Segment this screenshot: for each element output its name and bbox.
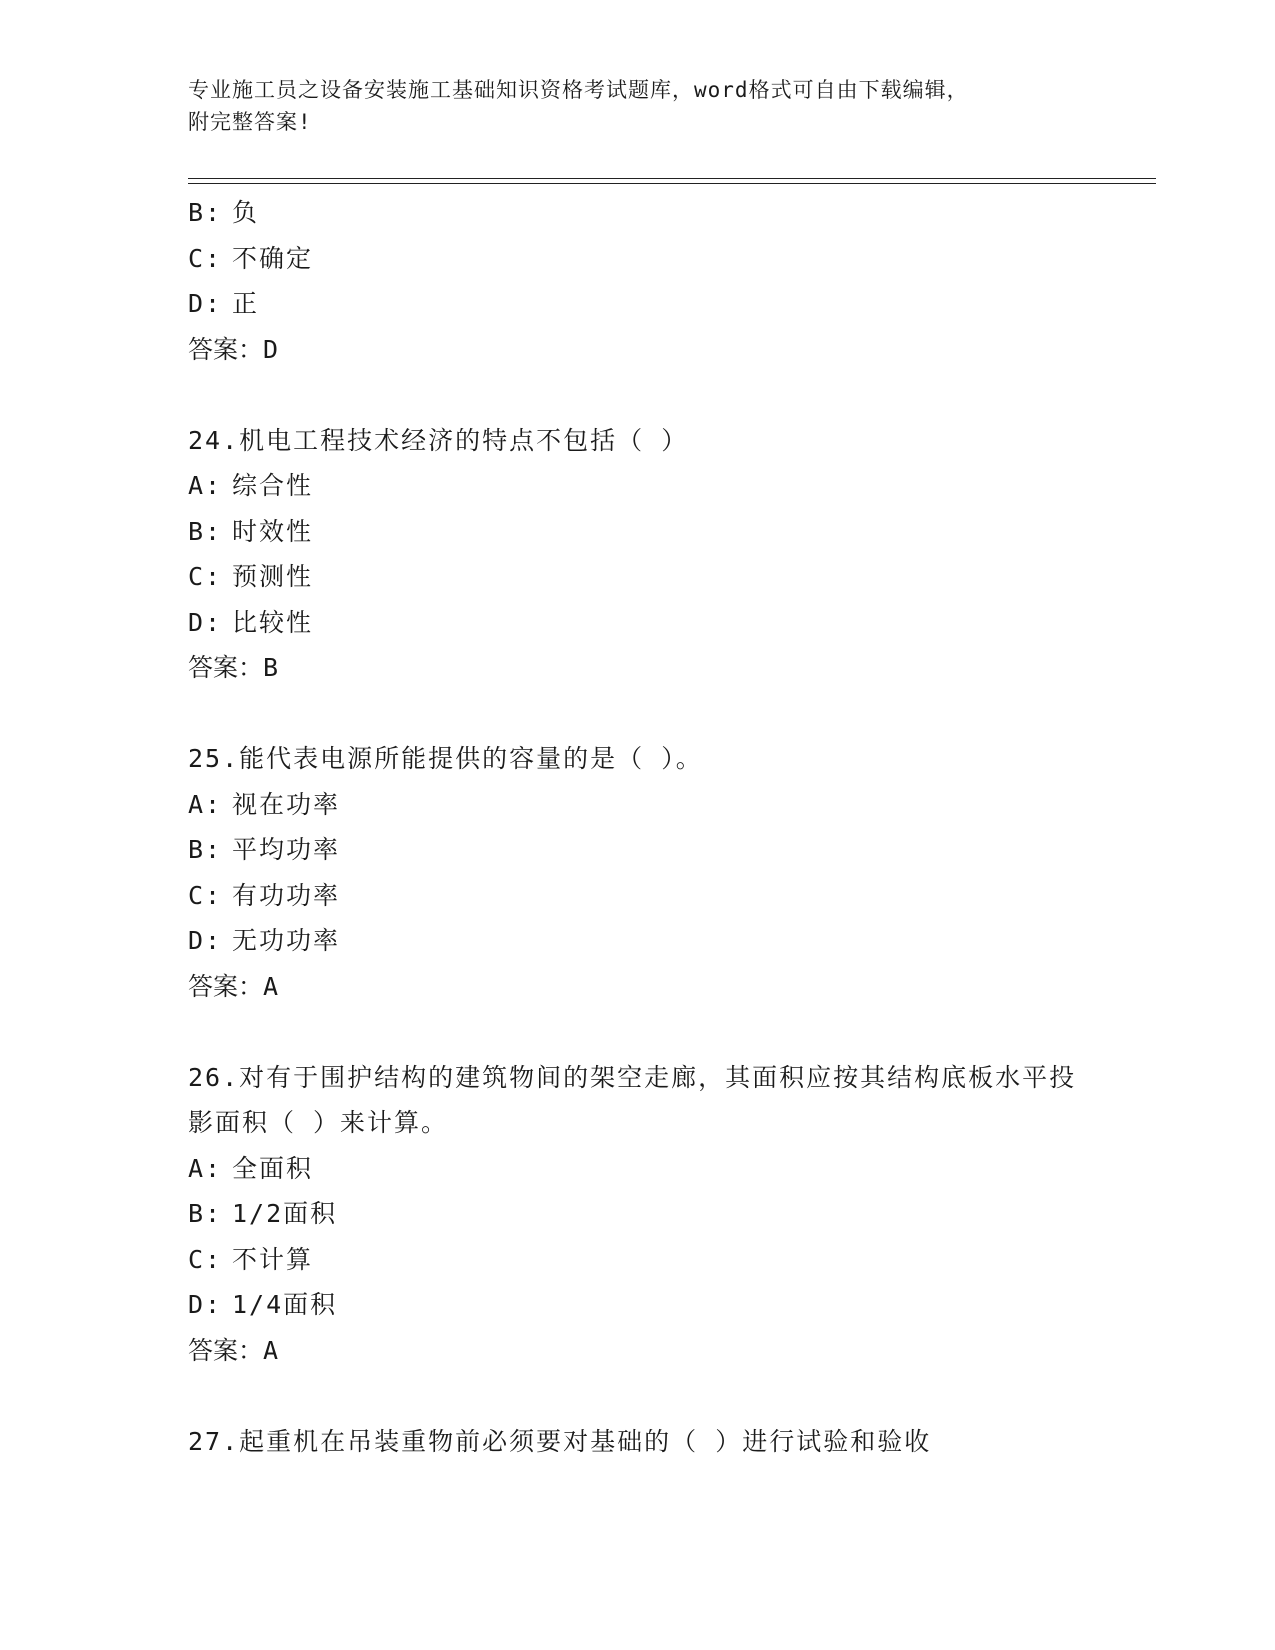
option-b [188, 190, 1148, 236]
answer-line [188, 327, 1148, 373]
option-letter: C: [188, 880, 223, 910]
header-text-line2: 附完整答案! [188, 110, 312, 134]
answer-line [188, 1328, 1148, 1374]
question-stem: 24.机电工程技术经济的特点不包括（ ） [188, 425, 689, 455]
option-letter: D: [188, 607, 223, 637]
answer-label: 答案： [188, 971, 264, 1001]
option-letter: C: [188, 1244, 223, 1274]
option-text: 视在功率 [232, 789, 341, 819]
question-27 [188, 1419, 1148, 1465]
option-d [188, 1282, 1148, 1328]
answer-value: A [263, 1335, 279, 1365]
option-a [188, 1146, 1148, 1192]
option-text: 综合性 [232, 471, 314, 500]
option-d [188, 600, 1148, 646]
answer-label: 答案： [188, 334, 264, 364]
option-letter: D: [188, 926, 223, 955]
question-26 [188, 1055, 1148, 1374]
option-letter: B: [188, 198, 223, 227]
option-c [188, 554, 1148, 600]
header-divider [188, 178, 1156, 184]
option-c [188, 1237, 1148, 1283]
option-letter: D: [188, 289, 223, 318]
question-24 [188, 418, 1148, 691]
option-text: 全面积 [232, 1153, 314, 1183]
answer-value: B [263, 653, 279, 682]
option-letter: A: [188, 1153, 223, 1183]
option-text: 平均功率 [232, 835, 341, 864]
question-list [188, 190, 1148, 1464]
answer-line [188, 964, 1148, 1010]
option-d [188, 918, 1148, 964]
question-stem: 27.起重机在吊装重物前必须要对基础的（ ）进行试验和验收 [188, 1426, 932, 1456]
option-letter: A: [188, 789, 223, 819]
answer-label: 答案： [188, 653, 264, 682]
document-header [188, 74, 1088, 138]
option-d [188, 281, 1148, 327]
option-text: 不确定 [232, 243, 314, 273]
answer-line [188, 645, 1148, 691]
option-letter: B: [188, 1199, 223, 1228]
option-text: 1/4面积 [232, 1290, 338, 1319]
option-text: 不计算 [232, 1244, 314, 1274]
option-letter: D: [188, 1290, 223, 1319]
question-stem: 25.能代表电源所能提供的容量的是（ ）。 [188, 744, 703, 773]
option-b [188, 827, 1148, 873]
option-b [188, 1191, 1148, 1237]
option-text: 负 [232, 198, 260, 227]
option-text: 有功功率 [232, 880, 341, 910]
option-letter: C: [188, 243, 223, 273]
option-text: 时效性 [232, 516, 314, 546]
option-text: 比较性 [232, 607, 314, 637]
answer-label: 答案： [188, 1335, 264, 1365]
option-b [188, 509, 1148, 555]
question-25 [188, 736, 1148, 1009]
answer-value: D [263, 334, 279, 364]
option-a [188, 782, 1148, 828]
answer-value: A [263, 971, 279, 1001]
question-23-continued [188, 190, 1148, 372]
option-text: 1/2面积 [232, 1199, 338, 1228]
option-text: 预测性 [232, 562, 314, 591]
option-letter: C: [188, 562, 223, 591]
option-c [188, 873, 1148, 919]
option-a [188, 463, 1148, 509]
option-letter: A: [188, 471, 223, 500]
option-c [188, 236, 1148, 282]
option-letter: B: [188, 516, 223, 546]
header-text-line1: 专业施工员之设备安装施工基础知识资格考试题库，word格式可自由下载编辑， [188, 78, 969, 102]
option-text: 无功功率 [232, 926, 341, 955]
question-stem: 26.对有于围护结构的建筑物间的架空走廊，其面积应按其结构底板水平投影面积（ ）来计算。 [188, 1062, 1077, 1137]
option-text: 正 [232, 289, 260, 318]
option-letter: B: [188, 835, 223, 864]
